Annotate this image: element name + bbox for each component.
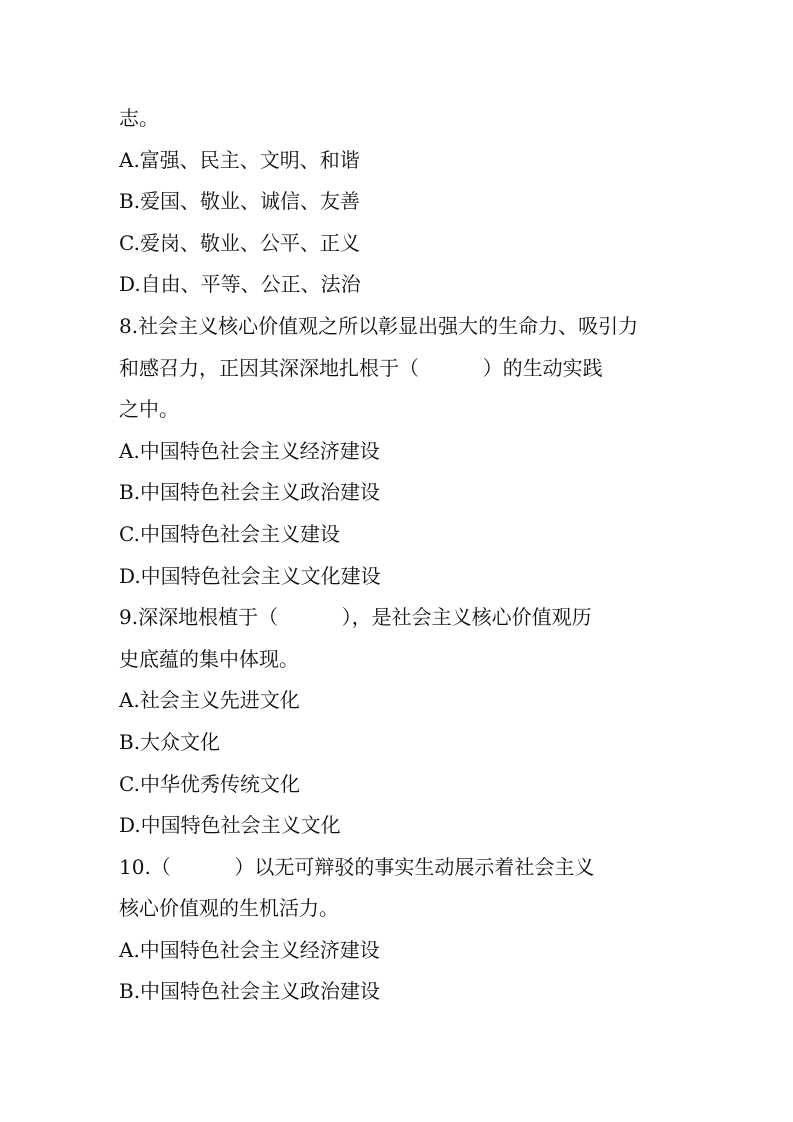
question-10-stem-line-1: 10.（ ）以无可辩驳的事实生动展示着社会主义 (119, 854, 595, 879)
question-9-option-d: D.中国特色社会主义文化 (119, 813, 341, 838)
question-8-option-c: C.中国特色社会主义建设 (119, 521, 340, 546)
question-9-stem-line-2: 史底蕴的集中体现。 (119, 646, 299, 671)
question-7-option-b: B.爱国、敬业、诚信、友善 (119, 189, 361, 214)
question-8-option-d: D.中国特色社会主义文化建设 (119, 563, 381, 588)
question-9-stem-line-1: 9.深深地根植于（ ），是社会主义核心价值观历 (119, 605, 592, 630)
question-8-stem-line-3: 之中。 (119, 397, 179, 422)
question-7-option-c: C.爱岗、敬业、公平、正义 (119, 230, 360, 255)
question-9-option-b: B.大众文化 (119, 729, 221, 754)
question-8-option-a: A.中国特色社会主义经济建设 (119, 438, 380, 463)
question-8-stem-line-2: 和感召力，正因其深深地扎根于（ ）的生动实践 (119, 355, 603, 380)
question-8-option-b: B.中国特色社会主义政治建设 (119, 480, 381, 505)
question-10-option-b: B.中国特色社会主义政治建设 (119, 979, 381, 1004)
question-9-option-a: A.社会主义先进文化 (119, 688, 300, 713)
question-10-option-a: A.中国特色社会主义经济建设 (119, 937, 380, 962)
document-body (119, 98, 679, 1013)
question-7-option-a: A.富强、民主、文明、和谐 (119, 147, 360, 172)
question-9-option-c: C.中华优秀传统文化 (119, 771, 300, 796)
question-7-option-d: D.自由、平等、公正、法治 (119, 272, 361, 297)
question-10-stem-line-2: 核心价值观的生机活力。 (119, 896, 339, 921)
question-7-stem-end: 志。 (119, 106, 159, 130)
question-8-stem-line-1: 8.社会主义核心价值观之所以彰显出强大的生命力、吸引力 (119, 313, 639, 338)
